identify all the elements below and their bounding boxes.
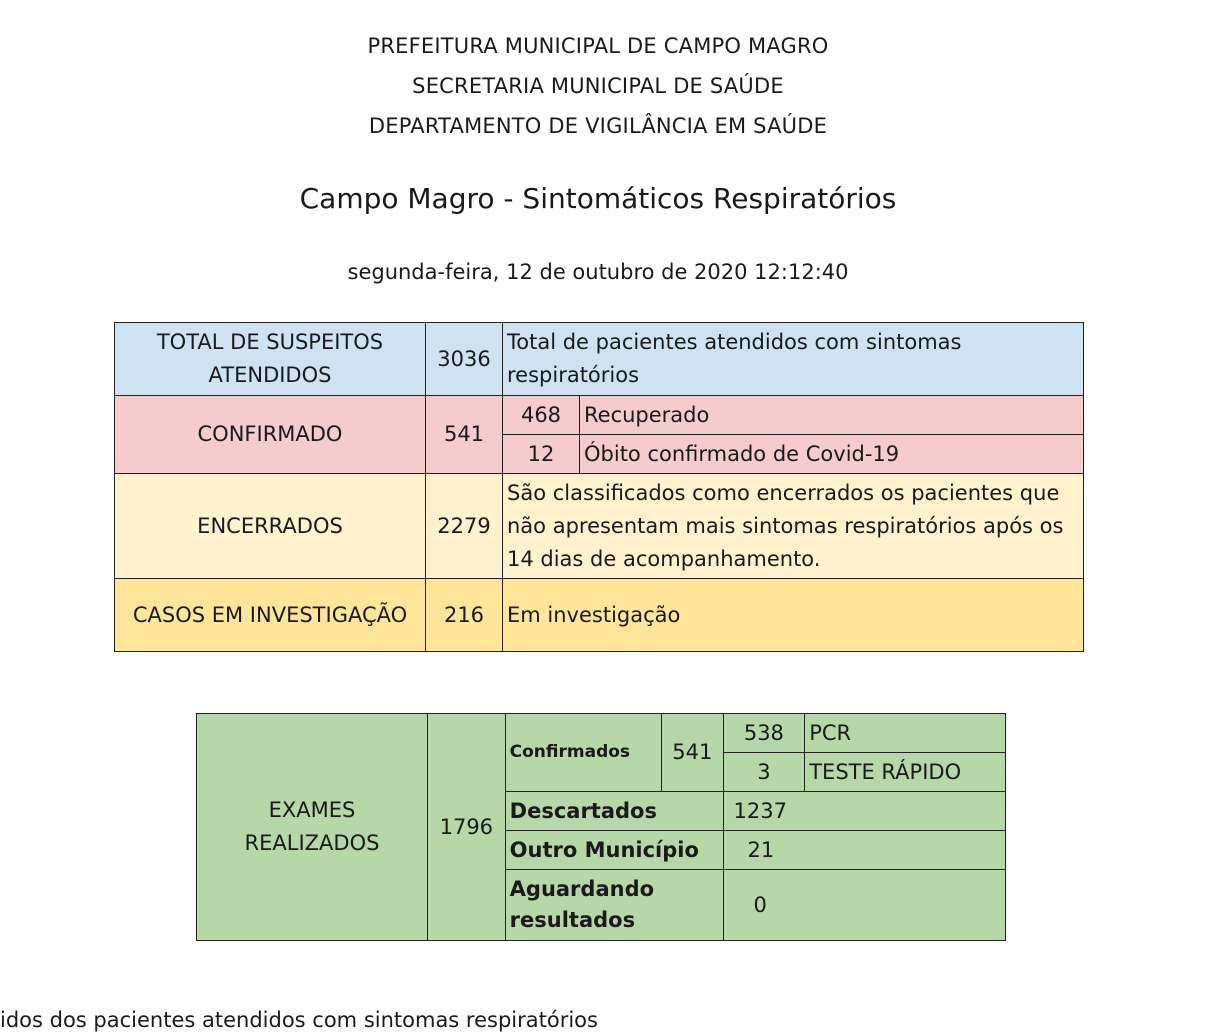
exams-aguardando-label: Aguardando resultados — [505, 870, 723, 941]
header-line-secretaria: SECRETARIA MUNICIPAL DE SAÚDE — [412, 74, 784, 98]
footer-text: idos dos pacientes atendidos com sintomas respiratórios — [0, 1008, 598, 1032]
exams-descartados-value: 1237 — [723, 792, 1005, 831]
exams-rapido-value: 3 — [723, 753, 805, 792]
exams-confirmados-value: 541 — [662, 714, 724, 792]
report-date: segunda-feira, 12 de outubro de 2020 12:12:40 — [347, 260, 849, 284]
exams-pcr-value: 538 — [723, 714, 805, 753]
encerrados-value: 2279 — [426, 474, 503, 579]
exams-table — [196, 713, 1006, 941]
encerrados-label: ENCERRADOS — [115, 474, 426, 579]
row-suspeitos — [115, 323, 1084, 396]
exams-rapido-label: TESTE RÁPIDO — [805, 753, 1006, 792]
exams-aguardando-value: 0 — [723, 870, 1005, 941]
investigacao-label: CASOS EM INVESTIGAÇÃO — [115, 579, 426, 652]
exams-pcr-label: PCR — [805, 714, 1006, 753]
exams-label: EXAMES REALIZADOS — [197, 714, 428, 941]
exams-outro-value: 21 — [723, 831, 1005, 870]
row-confirmado — [115, 396, 1084, 435]
investigacao-value: 216 — [426, 579, 503, 652]
exams-total: 1796 — [427, 714, 505, 941]
report-title: Campo Magro - Sintomáticos Respiratórios — [299, 182, 897, 215]
exams-descartados-label: Descartados — [505, 792, 723, 831]
suspeitos-desc: Total de pacientes atendidos com sintomas respiratórios — [503, 323, 1084, 396]
obito-value: 12 — [503, 435, 580, 474]
suspeitos-label: TOTAL DE SUSPEITOS ATENDIDOS — [115, 323, 426, 396]
recuperado-label: Recuperado — [580, 396, 1084, 435]
header-line-departamento: DEPARTAMENTO DE VIGILÂNCIA EM SAÚDE — [368, 114, 828, 138]
encerrados-desc: São classificados como encerrados os pacientes que não apresentam mais sintomas respiratórios após os 14 dias de acompanhamento. — [503, 474, 1084, 579]
exams-confirmados-label: Confirmados — [505, 714, 661, 792]
summary-table — [114, 322, 1084, 652]
row-encerrados — [115, 474, 1084, 579]
confirmado-label: CONFIRMADO — [115, 396, 426, 474]
obito-label: Óbito confirmado de Covid-19 — [580, 435, 1084, 474]
exams-row-confirmados-pcr — [197, 714, 1006, 753]
suspeitos-value: 3036 — [426, 323, 503, 396]
exams-outro-label: Outro Município — [505, 831, 723, 870]
row-investigacao — [115, 579, 1084, 652]
confirmado-value: 541 — [426, 396, 503, 474]
recuperado-value: 468 — [503, 396, 580, 435]
header-line-prefeitura: PREFEITURA MUNICIPAL DE CAMPO MAGRO — [367, 34, 829, 58]
investigacao-desc: Em investigação — [503, 579, 1084, 652]
